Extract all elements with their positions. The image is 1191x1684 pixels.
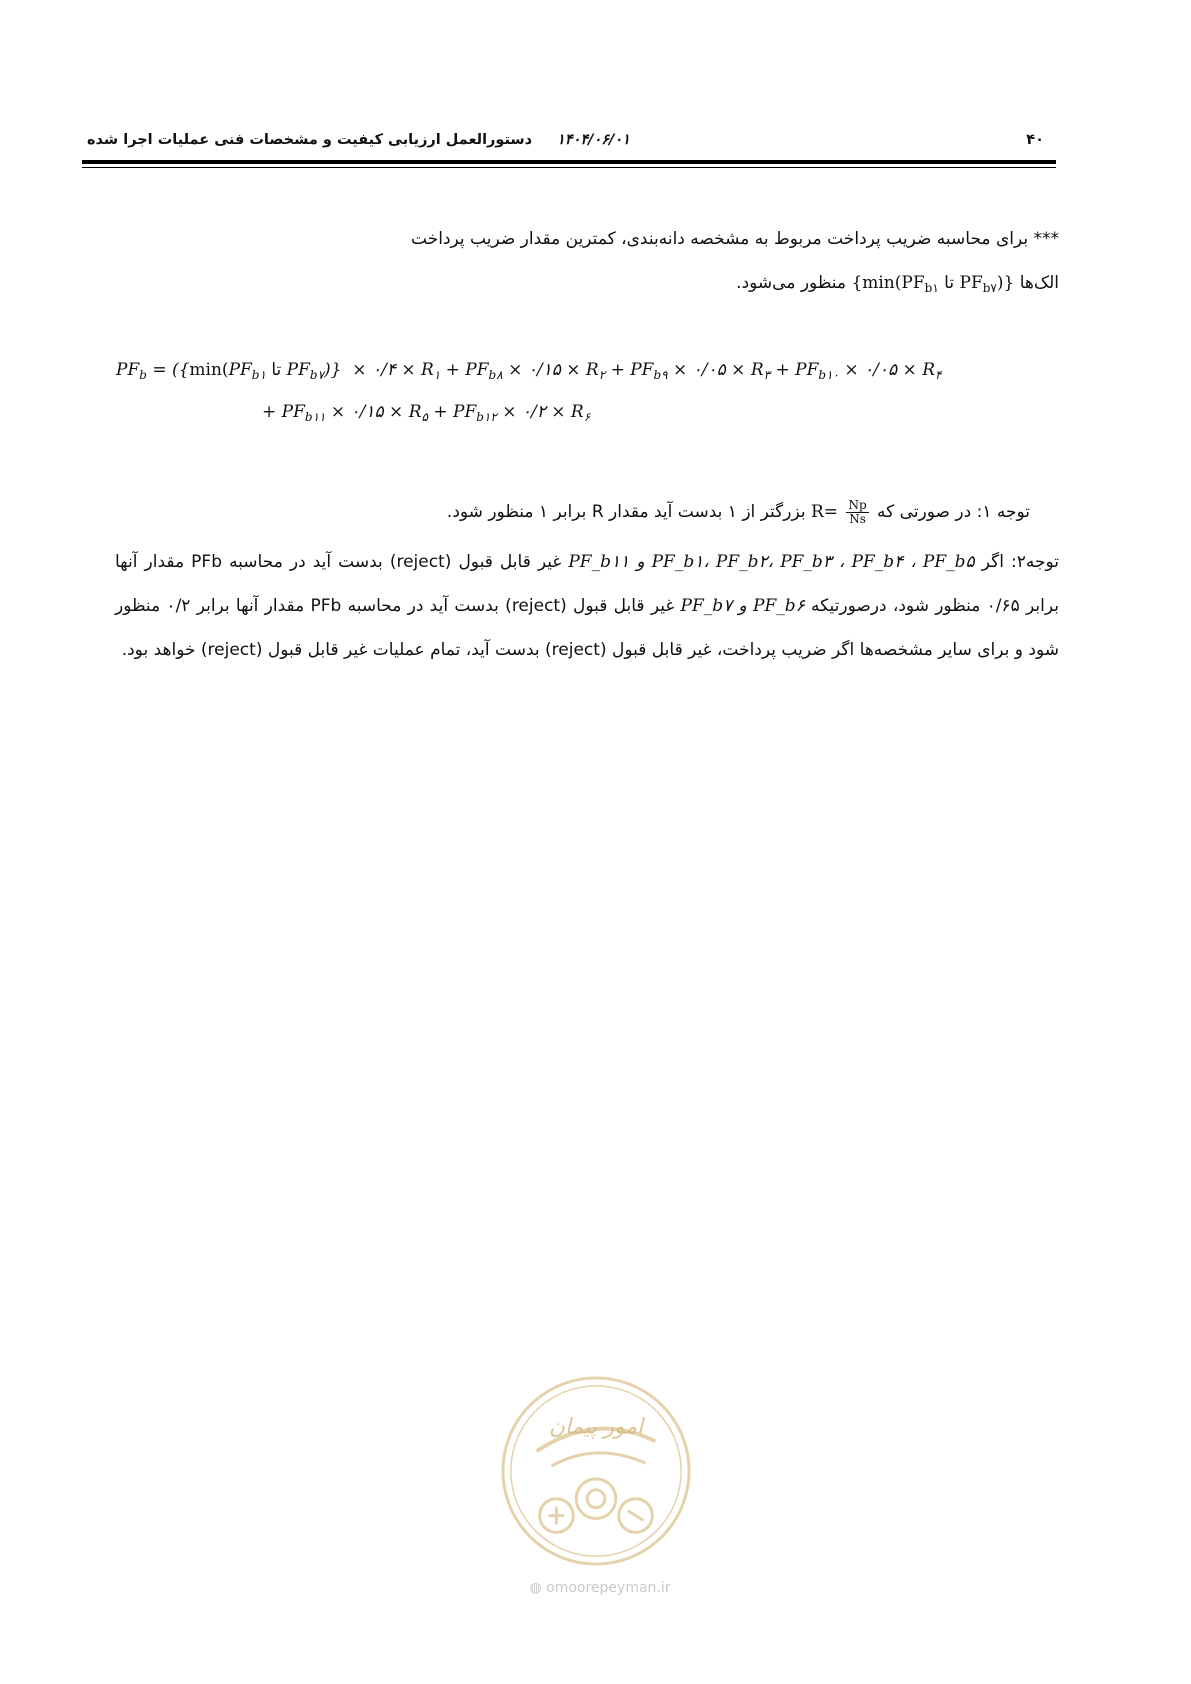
watermark-site [510, 1580, 690, 1596]
note2-terms2: PF_b۶ و PF_b۷ [680, 596, 805, 616]
note1-suffix: بزرگتر از ۱ بدست آید مقدار R برابر ۱ منظور شود. [446, 502, 811, 522]
note2-terms: PF_b۱، PF_b۲، PF_b۳ ، PF_b۴ ، PF_b۵ و PF_b۱۱ [568, 552, 975, 572]
header-rule-thin [82, 167, 1056, 168]
note2-text-a: غیر قابل قبول (reject) بدست آید در محاسبه PFb مقدار آنها برابر ۰/۶۵ منظور شود، درصورتیکه [115, 552, 1059, 616]
paragraph-line1: *** برای محاسبه ضریب پرداخت مربوط به مشخصه دانه‌بندی، کمترین مقدار ضریب پرداخت [411, 229, 1059, 249]
page-number: ۴۰ [1026, 132, 1044, 148]
note-1 [150, 490, 1034, 534]
header-date: ۱۴۰۴/۰۶/۰۱ [557, 132, 630, 148]
site-url: omoorepeyman.ir [546, 1580, 671, 1596]
header-title: دستورالعمل ارزیابی کیفیت و مشخصات فنی عملیات اجرا شده [87, 132, 533, 148]
min-expression: {$\min(PF_{b۱}$ تا $PF_{b۷}$)} [851, 273, 1015, 295]
formula-line1: $PF_b = (\{\min(PF_{b۱}$ تا $PF_{b۷}$)} × ۰/۴ × $R_۱ + PF_{b۸}$ × ۰/۱۵ × $R_۲ + PF_{b۹}$ × ۰/۰۵ × $R_۳ + PF_{b۱۰}$ × ۰/۰۵ × $R_۴$ [116, 360, 942, 382]
np-ns-fraction: $\frac{Np}{Ns}$ [848, 498, 867, 526]
note2-lead: توجه۲: اگر [974, 552, 1060, 572]
header-rule-thick [82, 160, 1056, 164]
r-ratio: R= $\frac{Np}{Ns}$ [811, 498, 867, 526]
formula-line2: + $PF_{b۱۱}$ × ۰/۱۵ × $R_۵ + PF_{b۱۲}$ × ۰/۲ × $R_۶$ [262, 402, 591, 424]
page-header [82, 128, 1056, 154]
globe-icon: ◍ [529, 1580, 547, 1596]
paragraph-line2-suffix: منظور می‌شود. [736, 273, 852, 293]
note-2 [115, 540, 1059, 672]
paragraph-gradation [115, 217, 1059, 310]
note1-prefix: توجه ۱: در صورتی که [871, 502, 1030, 522]
note2-text-b: غیر قابل قبول (reject) بدست آید در محاسبه PFb مقدار آنها برابر ۰/۲ منظور شود و برای سایر مشخصه‌ها اگر ضریب پرداخت، غیر قابل قبول (reject) بدست آید، تمام عملیات غیر قابل قبول (reject) خواهد بود. [115, 596, 1059, 660]
watermark-seal [497, 1372, 695, 1570]
seal-text: امور پیمان [548, 1414, 644, 1440]
paragraph-line2-prefix: الک‌ها [1014, 273, 1059, 293]
